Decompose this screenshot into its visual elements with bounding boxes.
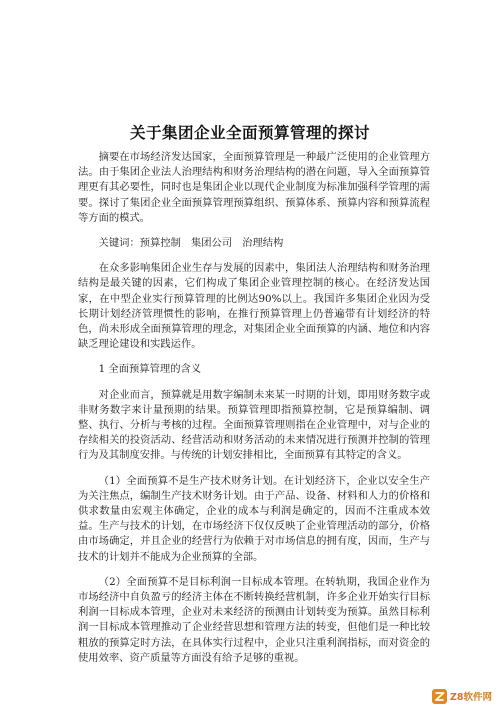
abstract-paragraph: 摘要在市场经济发达国家，全面预算管理是一种最广泛使用的企业管理方法。由于集团企业法人治理结构和财务治理结构的潜在问题，导入全面预算管理更有其必要性，同时也是集团企业以现代企业制度为标准加强科学管理的需要。探讨了集团企业全面预算管理预算组织、预算体系、预算内容和预算流程等方面的模式。 (78, 151, 430, 224)
section-heading: 1 全面预算管理的含义 (98, 363, 202, 376)
keywords-label: 关键词： (98, 237, 140, 250)
watermark-text: Z8软件网 (450, 692, 492, 703)
keyword-item: 预算控制 (139, 237, 181, 250)
z8-logo-icon (432, 689, 447, 704)
keyword-item: 治理结构 (242, 237, 284, 250)
document-title: 关于集团企业全面预算管理的探讨 (129, 123, 370, 142)
keyword-item: 集团公司 (190, 237, 233, 250)
body-paragraph: （2）全面预算不是目标利润一目标成本管理。在转轨期，我国企业作为市场经济中自负盈亏的经济主体在不断转换经营机制，许多企业开始实行目标利润一目标成本管理，企业对未来经济的预测由计划转变为预算。虽然目标利润一目标成本管理推动了企业经营思想和管理方法的转变，但他们是一种比较粗放的预算定时方法，在具体实行过程中，企业只注重利润指标，而对资金的使用效率、资产质量等方面没有给予足够的重视。 (78, 575, 430, 664)
watermark-logo (432, 688, 492, 704)
body-paragraph: 对企业而言，预算就是用数字编制未来某一时期的计划，即用财务数字或非财务数字来计量预期的结果。预算管理即指预算控制，它是预算编制、调整、执行、分析与考核的过程。全面预算管理则指在企业管理中，对与企业的存续相关的投资活动、经营活动和财务活动的未来情况进行预测并控制的管理行为及其制度安排。与传统的计划安排相比，全面预算有其特定的含义。 (78, 388, 430, 462)
keywords-line (78, 236, 430, 251)
document-body (78, 150, 430, 666)
body-paragraph: （1）全面预算不是生产技术财务计划。在计划经济下，企业以安全生产为关注焦点，编制生产技术财务计划。由于产品、设备、材料和人力的价格和供求数量由宏观主体确定，企业的成本与利润是确定的，因而不注重成本效益。生产与技术的计划，在市场经济下仅仅反映了企业管理活动的部分，价格由市场确定，并且企业的经营行为依赖于对市场信息的拥有度，因而，生产与技术的计划并不能成为企业预算的全部。 (78, 474, 430, 563)
intro-paragraph: 在众多影响集团企业生存与发展的因素中，集团法人治理结构和财务治理结构是最关键的因素，它们构成了集团企业管理控制的核心。在经济发达国家，在中型企业实行预算管理的比例达90%以上。我国许多集团企业因为受长期计划经济管理惯性的影响，在推行预算管理上仍普遍带有计划经济的特色，尚未形成全面预算管理的理念，对集团企业全面预算的内涵、地位和内容缺乏理论建设和实践运作。 (78, 262, 430, 351)
